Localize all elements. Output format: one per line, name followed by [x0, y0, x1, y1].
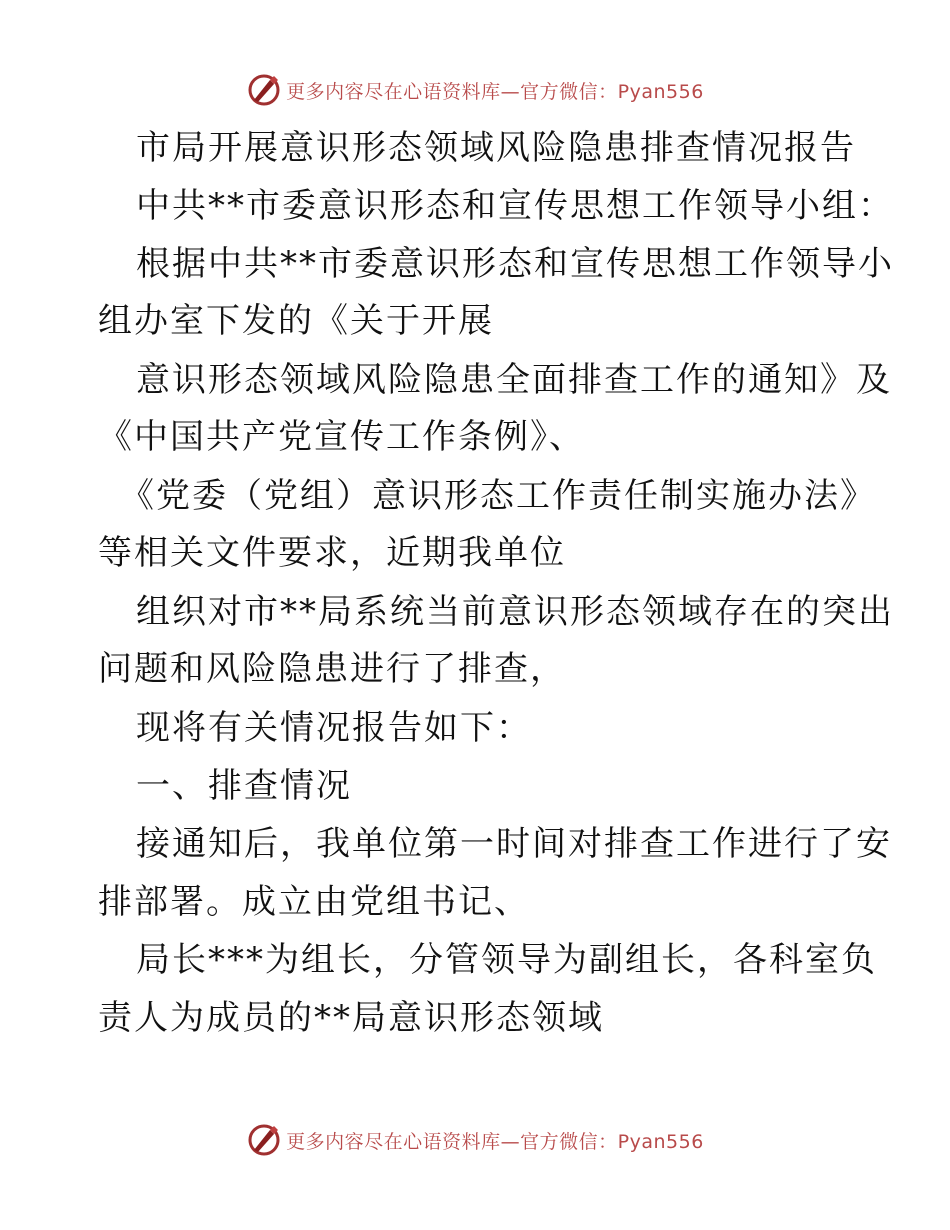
watermark-footer — [0, 1120, 950, 1160]
paragraph-line: 接通知后，我单位第一时间对排查工作进行了安 — [136, 824, 892, 864]
salutation: 中共**市委意识形态和宣传思想工作领导小组： — [136, 186, 894, 226]
watermark-header — [0, 70, 950, 110]
paragraph-line: 等相关文件要求，近期我单位 — [98, 533, 566, 573]
paragraph-line: 《党委（党组）意识形态工作责任制实施办法》 — [120, 476, 876, 516]
paragraph-line: 问题和风险隐患进行了排查， — [98, 649, 566, 689]
paragraph-line: 意识形态领域风险隐患全面排查工作的通知》及 — [136, 360, 892, 400]
section-heading: 一、排查情况 — [136, 766, 352, 806]
paragraph-line: 现将有关情况报告如下： — [136, 708, 532, 748]
document-title: 市局开展意识形态领域风险隐患排查情况报告 — [136, 128, 856, 168]
paragraph-line: 组办室下发的《关于开展 — [98, 301, 494, 341]
paragraph-line: 排部署。成立由党组书记、 — [98, 882, 530, 922]
watermark-text: 更多内容尽在心语资料库—官方微信：Pyan556 — [286, 80, 704, 103]
pen-logo-icon — [246, 1122, 282, 1158]
paragraph-line: 责人为成员的**局意识形态领域 — [98, 998, 604, 1038]
watermark-text: 更多内容尽在心语资料库—官方微信：Pyan556 — [286, 1130, 704, 1153]
pen-logo-icon — [246, 72, 282, 108]
paragraph-line: 局长***为组长，分管领导为副组长，各科室负 — [136, 940, 877, 980]
paragraph-line: 《中国共产党宣传工作条例》、 — [98, 417, 585, 457]
paragraph-line: 根据中共**市委意识形态和宣传思想工作领导小 — [136, 244, 894, 284]
paragraph-line: 组织对市**局系统当前意识形态领域存在的突出 — [136, 592, 894, 632]
